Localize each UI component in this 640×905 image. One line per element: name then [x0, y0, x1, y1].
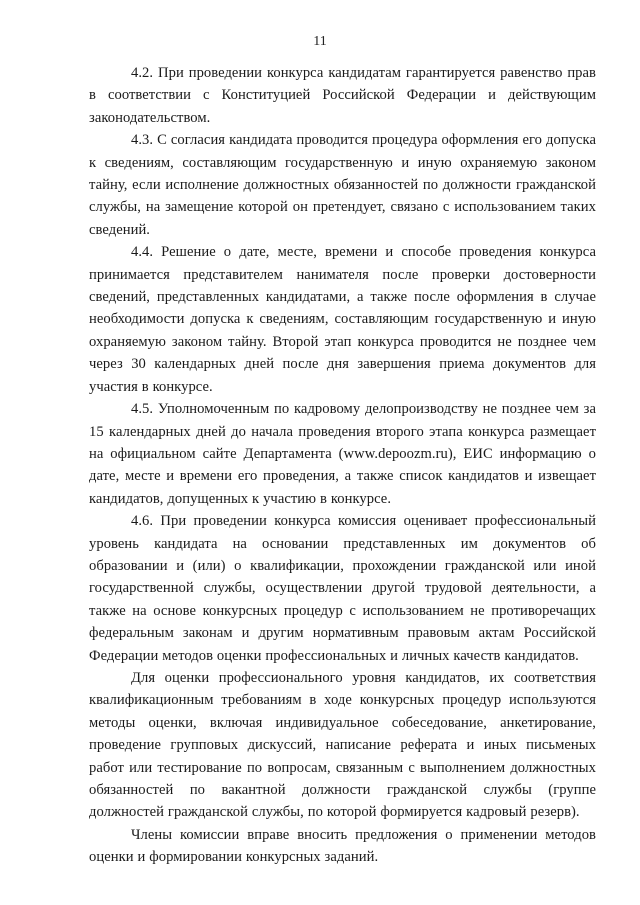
document-body: [89, 62, 596, 869]
paragraph-commission-members: Члены комиссии вправе вносить предложения о применении методов оценки и формировании конкурсных заданий.: [89, 826, 596, 866]
page-number: 11: [313, 34, 327, 49]
paragraph-4-3: 4.3. С согласия кандидата проводится процедура оформления его допуска к сведениям, составляющим государственную и иную охраняемую законом тайну, если исполнение должностных обязанностей по должности гражданской службы, на замещение которой он претендует, связано с использованием таких сведений.: [89, 132, 596, 238]
paragraph-4-4: 4.4. Решение о дате, месте, времени и способе проведения конкурса принимается представителем нанимателя после проверки достоверности сведений, представленных кандидатами, а также после оформления в случае необходимости допуска к сведениям, составляющим государственную и иную охраняемую законом тайну. Второй этап конкурса проводится не позднее чем через 30 календарных дней после дня завершения приема документов для участия в конкурсе.: [89, 244, 596, 395]
paragraph-4-5: 4.5. Уполномоченным по кадровому делопроизводству не позднее чем за 15 календарных дней до начала проведения второго этапа конкурса размещает на официальном сайте Департамента (www.depoozm.ru), ЕИС информацию о дате, месте и времени его проведения, а также список кандидатов и извещает кандидатов, допущенных к участию в конкурсе.: [89, 401, 596, 507]
paragraph-4-6: 4.6. При проведении конкурса комиссия оценивает профессиональный уровень кандидата на основании представленных им документов об образовании и (или) о квалификации, прохождении гражданской или иной государственной службы, осуществлении другой трудовой деятельности, а также на основе конкурсных процедур с использованием не противоречащих федеральным законам и другим нормативным правовым актам Российской Федерации методов оценки профессиональных и личных качеств кандидатов.: [89, 513, 596, 664]
paragraph-4-2: 4.2. При проведении конкурса кандидатам гарантируется равенство прав в соответствии с Конституцией Российской Федерации и действующим законодательством.: [89, 65, 596, 126]
paragraph-evaluation-methods: Для оценки профессионального уровня кандидатов, их соответствия квалификационным требованиям в ходе конкурсных процедур используются методы оценки, включая индивидуальное собеседование, анкетирование, проведение групповых дискуссий, написание реферата и иных письменых работ или тестирование по вопросам, связанным с выполнением должностных обязанностей по вакантной должности гражданской службы (группе должностей гражданской службы, по которой формируется кадровый резерв).: [89, 669, 596, 821]
